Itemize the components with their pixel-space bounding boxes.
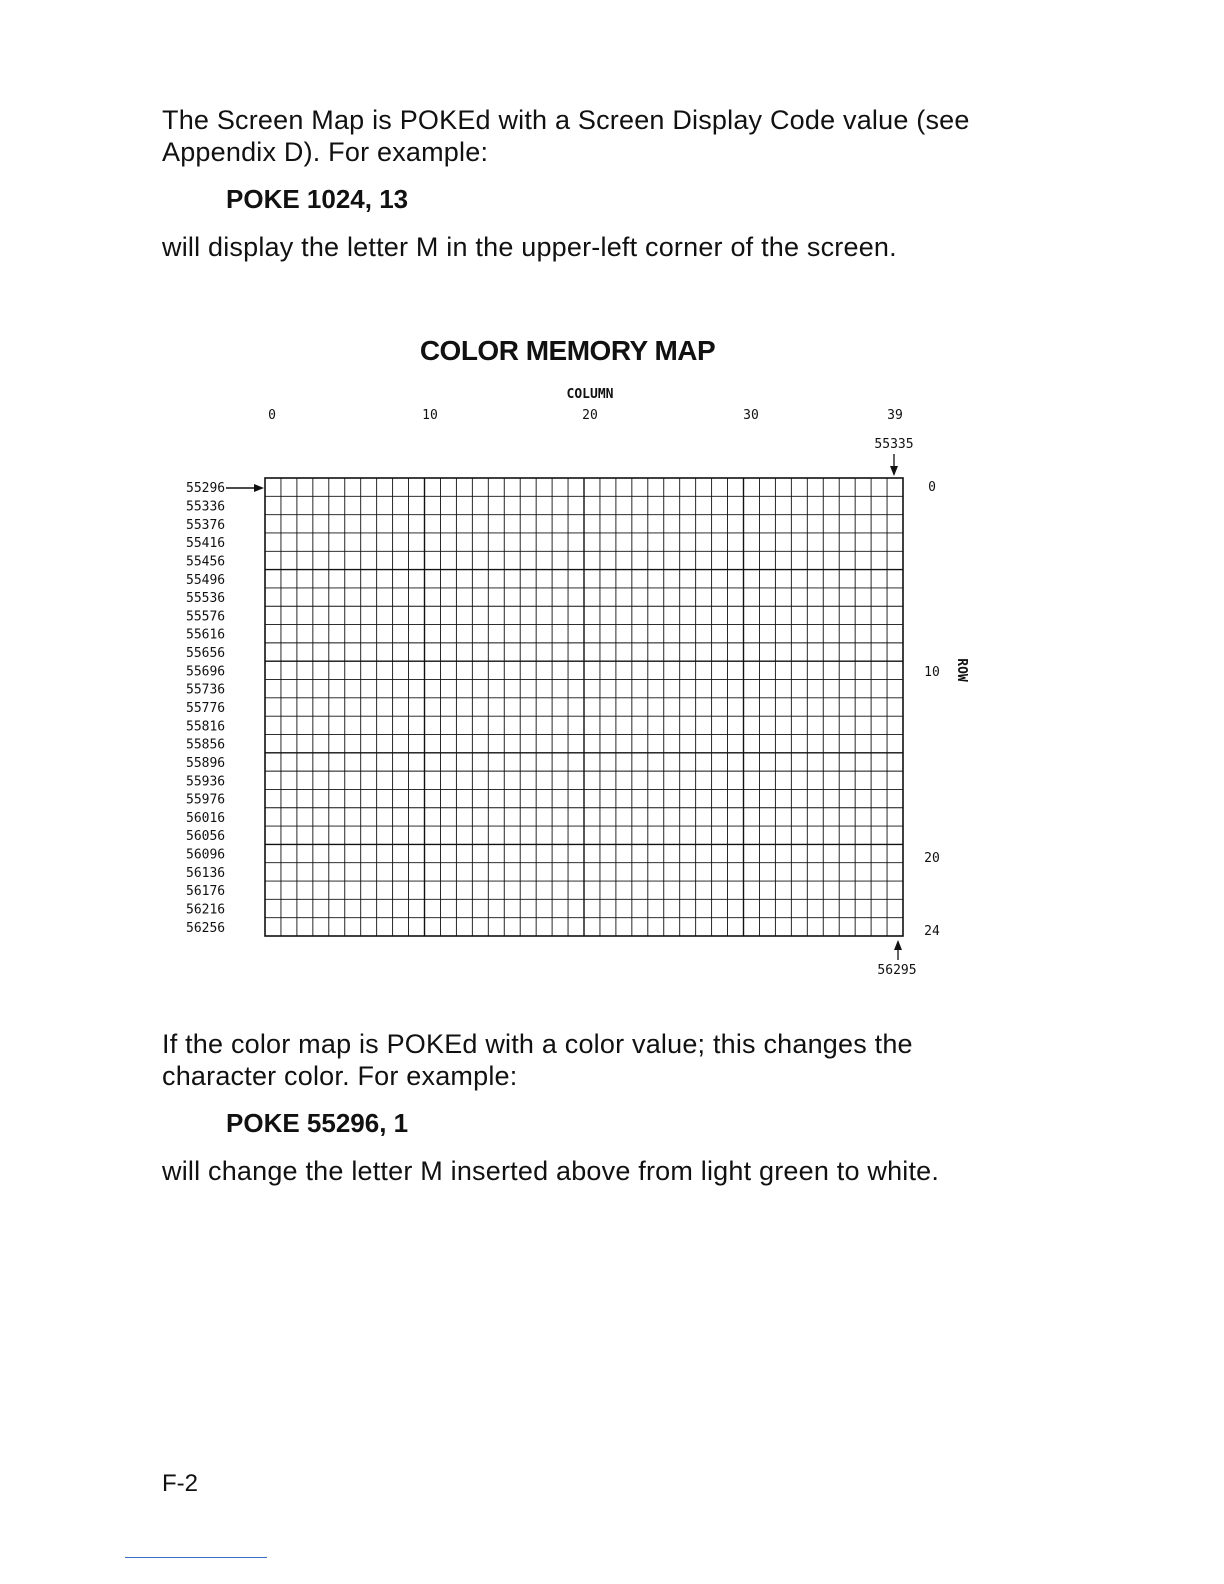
row-tick-0: 0: [928, 480, 936, 495]
row-axis-label: ROW: [954, 658, 969, 682]
top-right-arrow-head: [890, 466, 898, 476]
row-tick-10: 10: [924, 665, 940, 680]
row-address-label: 55416: [186, 536, 226, 552]
row-address-labels: [186, 481, 225, 936]
column-tick-20: 20: [582, 408, 598, 423]
row-address-label: 55936: [186, 774, 226, 790]
row-tick-24: 24: [924, 924, 940, 939]
row-address-label: 56096: [186, 847, 226, 863]
column-axis-label: COLUMN: [566, 387, 614, 402]
top-right-address: 55335: [874, 437, 914, 452]
row-address-label: 55496: [186, 572, 226, 588]
row-address-label: 55296: [186, 481, 226, 497]
intro-after-paragraph: will display the letter M in the upper-left corner of the screen.: [162, 232, 897, 262]
memory-grid-labels: [226, 387, 969, 978]
row-address-label: 55816: [186, 719, 226, 735]
bottom-right-address: 56295: [877, 963, 917, 978]
bottom-right-arrow-head: [894, 940, 902, 950]
color-memory-map-title: COLOR MEMORY MAP: [419, 335, 716, 366]
column-tick-30: 30: [743, 408, 759, 423]
start-address-arrow-head: [254, 484, 264, 492]
row-address-label: 55896: [186, 755, 226, 771]
row-address-label: 55456: [186, 554, 226, 570]
footer-rule: [125, 1557, 267, 1558]
row-address-label: 56056: [186, 829, 226, 845]
outro-after-paragraph: will change the letter M inserted above from light green to white.: [162, 1156, 940, 1186]
row-address-label: 55696: [186, 664, 226, 680]
row-address-label: 55336: [186, 499, 226, 515]
row-address-label: 56136: [186, 865, 226, 881]
intro-paragraph: The Screen Map is POKEd with a Screen Display Code value (see Appendix D). For example:: [162, 105, 970, 167]
row-address-label: 55536: [186, 591, 226, 607]
row-address-label: 56016: [186, 810, 226, 826]
row-address-label: 55776: [186, 701, 226, 716]
row-address-label: 55976: [186, 792, 226, 808]
column-tick-39: 39: [887, 408, 903, 423]
row-address-label: 55856: [186, 737, 226, 753]
outro-paragraph: If the color map is POKEd with a color value; this changes the character color. For example:: [162, 1029, 913, 1091]
row-address-label: 55736: [186, 682, 226, 698]
row-address-label: 56176: [186, 884, 226, 900]
row-address-label: 55656: [186, 646, 226, 662]
column-tick-0: 0: [268, 408, 276, 423]
intro-code-example: POKE 1024, 13: [226, 184, 409, 214]
row-address-label: 56256: [186, 920, 226, 936]
page-number: F-2: [162, 1470, 198, 1497]
row-address-label: 55576: [186, 609, 226, 625]
row-address-label: 55616: [186, 627, 226, 643]
row-address-label: 56216: [186, 902, 226, 918]
row-tick-20: 20: [924, 851, 940, 866]
row-address-label: 55376: [186, 517, 226, 533]
memory-grid: [265, 478, 903, 936]
outro-code-example: POKE 55296, 1: [226, 1108, 409, 1138]
column-tick-10: 10: [422, 408, 438, 423]
